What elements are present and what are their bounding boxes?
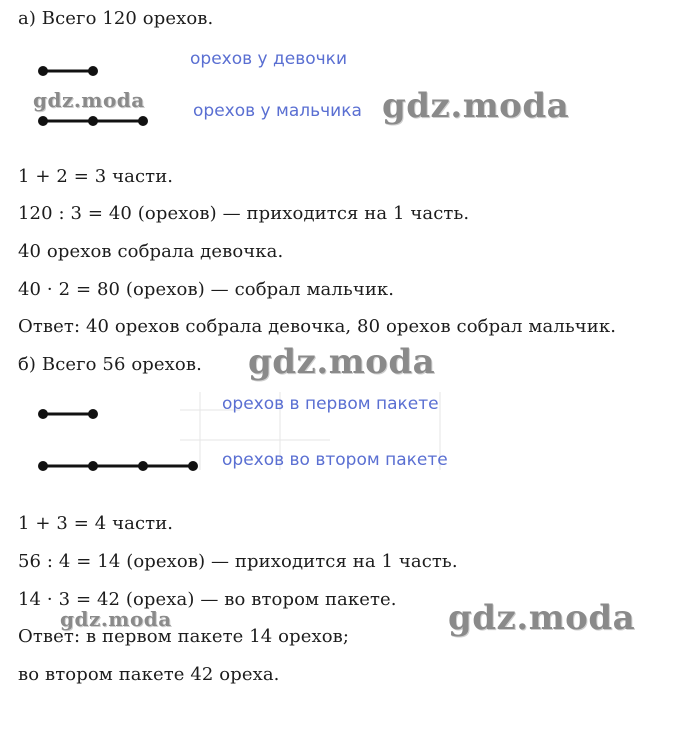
watermark: gdz.moda bbox=[60, 607, 172, 631]
label-girl: орехов у девочки bbox=[190, 49, 347, 69]
part-a-line-2: 120 : 3 = 40 (орехов) — приходится на 1 часть. bbox=[18, 203, 470, 224]
first-segment-start bbox=[40, 411, 47, 418]
first-segment-end bbox=[90, 411, 97, 418]
label-boy: орехов у мальчика bbox=[193, 101, 362, 121]
part-b-answer: Ответ: в первом пакете 14 орехов; bbox=[18, 626, 350, 647]
part-a-line-1: 1 + 2 = 3 части. bbox=[18, 166, 174, 187]
part-b-line-2: 56 : 4 = 14 (орехов) — приходится на 1 часть. bbox=[18, 551, 458, 572]
watermark: gdz.moda bbox=[448, 598, 636, 638]
second-segment-mark-2 bbox=[140, 463, 147, 470]
label-first-packet: орехов в первом пакете bbox=[222, 394, 439, 414]
second-segment-start bbox=[40, 463, 47, 470]
watermark: gdz.moda bbox=[248, 342, 436, 382]
watermark: gdz.moda bbox=[382, 86, 570, 126]
part-b-line-1: 1 + 3 = 4 части. bbox=[18, 513, 174, 534]
part-a-line-4: 40 · 2 = 80 (орехов) — собрал мальчик. bbox=[18, 279, 395, 300]
second-segment-end bbox=[190, 463, 197, 470]
watermark: gdz.moda bbox=[33, 88, 145, 112]
part-a-line-3: 40 орехов собрала девочка. bbox=[18, 241, 284, 262]
part-a-answer: Ответ: 40 орехов собрала девочка, 80 орехов собрал мальчик. bbox=[18, 316, 617, 337]
part-b-line-3: 14 · 3 = 42 (ореха) — во втором пакете. bbox=[18, 589, 397, 610]
part-b-answer-cont: во втором пакете 42 ореха. bbox=[18, 664, 280, 685]
label-second-packet: орехов во втором пакете bbox=[222, 450, 448, 470]
second-segment-mark-1 bbox=[90, 463, 97, 470]
part-b-heading: б) Всего 56 орехов. bbox=[18, 354, 202, 375]
part-a-heading: а) Всего 120 орехов. bbox=[18, 8, 214, 29]
